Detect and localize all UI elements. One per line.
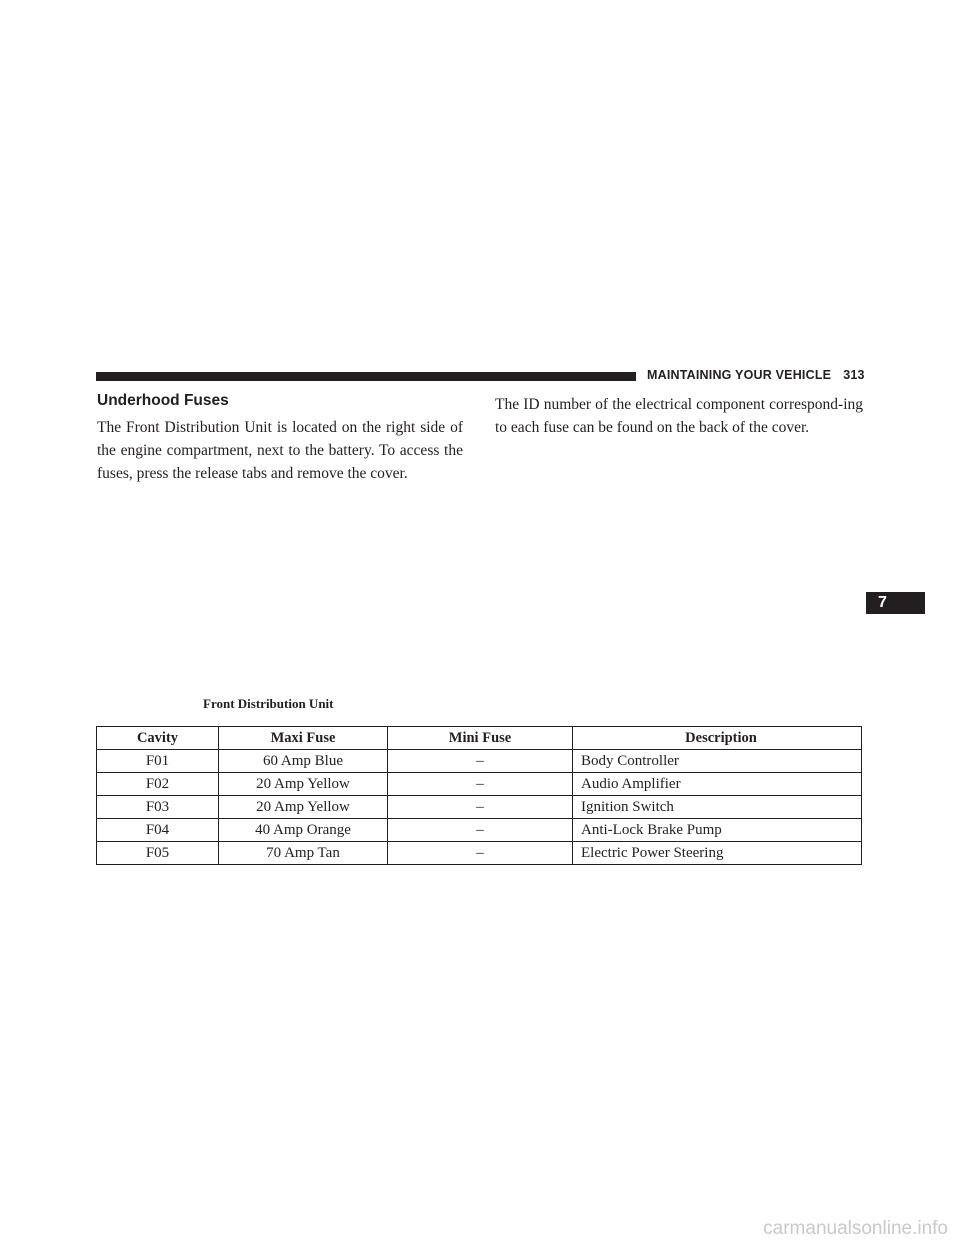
paragraph-left: The Front Distribution Unit is located on the right side of the engine compartment, next to the battery. To access the fuses, press the release tabs and remove the cover.	[97, 419, 463, 482]
cell-maxi-fuse: 20 Amp Yellow	[219, 773, 388, 796]
cell-cavity: F01	[97, 750, 219, 773]
cell-description: Anti-Lock Brake Pump	[573, 819, 862, 842]
cell-mini-fuse: –	[388, 750, 573, 773]
watermark: carmanualsonline.info	[763, 1218, 948, 1239]
cell-description: Ignition Switch	[573, 796, 862, 819]
cell-mini-fuse: –	[388, 842, 573, 865]
cell-cavity: F03	[97, 796, 219, 819]
cell-maxi-fuse: 60 Amp Blue	[219, 750, 388, 773]
section-heading: Underhood Fuses	[97, 392, 229, 409]
table-header-row	[97, 727, 862, 750]
header-rule	[96, 372, 636, 381]
table-row	[97, 819, 862, 842]
table-caption: Front Distribution Unit	[203, 696, 334, 711]
chapter-tab: 7	[866, 592, 925, 614]
cell-maxi-fuse: 70 Amp Tan	[219, 842, 388, 865]
cell-cavity: F05	[97, 842, 219, 865]
table-row	[97, 773, 862, 796]
table-row	[97, 750, 862, 773]
cell-mini-fuse: –	[388, 796, 573, 819]
running-header	[647, 368, 865, 382]
column-header-mini-fuse: Mini Fuse	[388, 727, 573, 750]
page-number: 313	[843, 368, 865, 382]
cell-description: Audio Amplifier	[573, 773, 862, 796]
column-header-maxi-fuse: Maxi Fuse	[219, 727, 388, 750]
cell-description: Body Controller	[573, 750, 862, 773]
table-row	[97, 842, 862, 865]
cell-cavity: F04	[97, 819, 219, 842]
column-header-description: Description	[573, 727, 862, 750]
fuse-table	[96, 726, 862, 865]
cell-description: Electric Power Steering	[573, 842, 862, 865]
paragraph-right: The ID number of the electrical component correspond-ing to each fuse can be found on the back of the cover.	[495, 396, 863, 436]
table-row	[97, 796, 862, 819]
cell-mini-fuse: –	[388, 819, 573, 842]
cell-cavity: F02	[97, 773, 219, 796]
cell-maxi-fuse: 20 Amp Yellow	[219, 796, 388, 819]
cell-mini-fuse: –	[388, 773, 573, 796]
cell-maxi-fuse: 40 Amp Orange	[219, 819, 388, 842]
header-section-title: MAINTAINING YOUR VEHICLE	[647, 368, 832, 382]
column-header-cavity: Cavity	[97, 727, 219, 750]
